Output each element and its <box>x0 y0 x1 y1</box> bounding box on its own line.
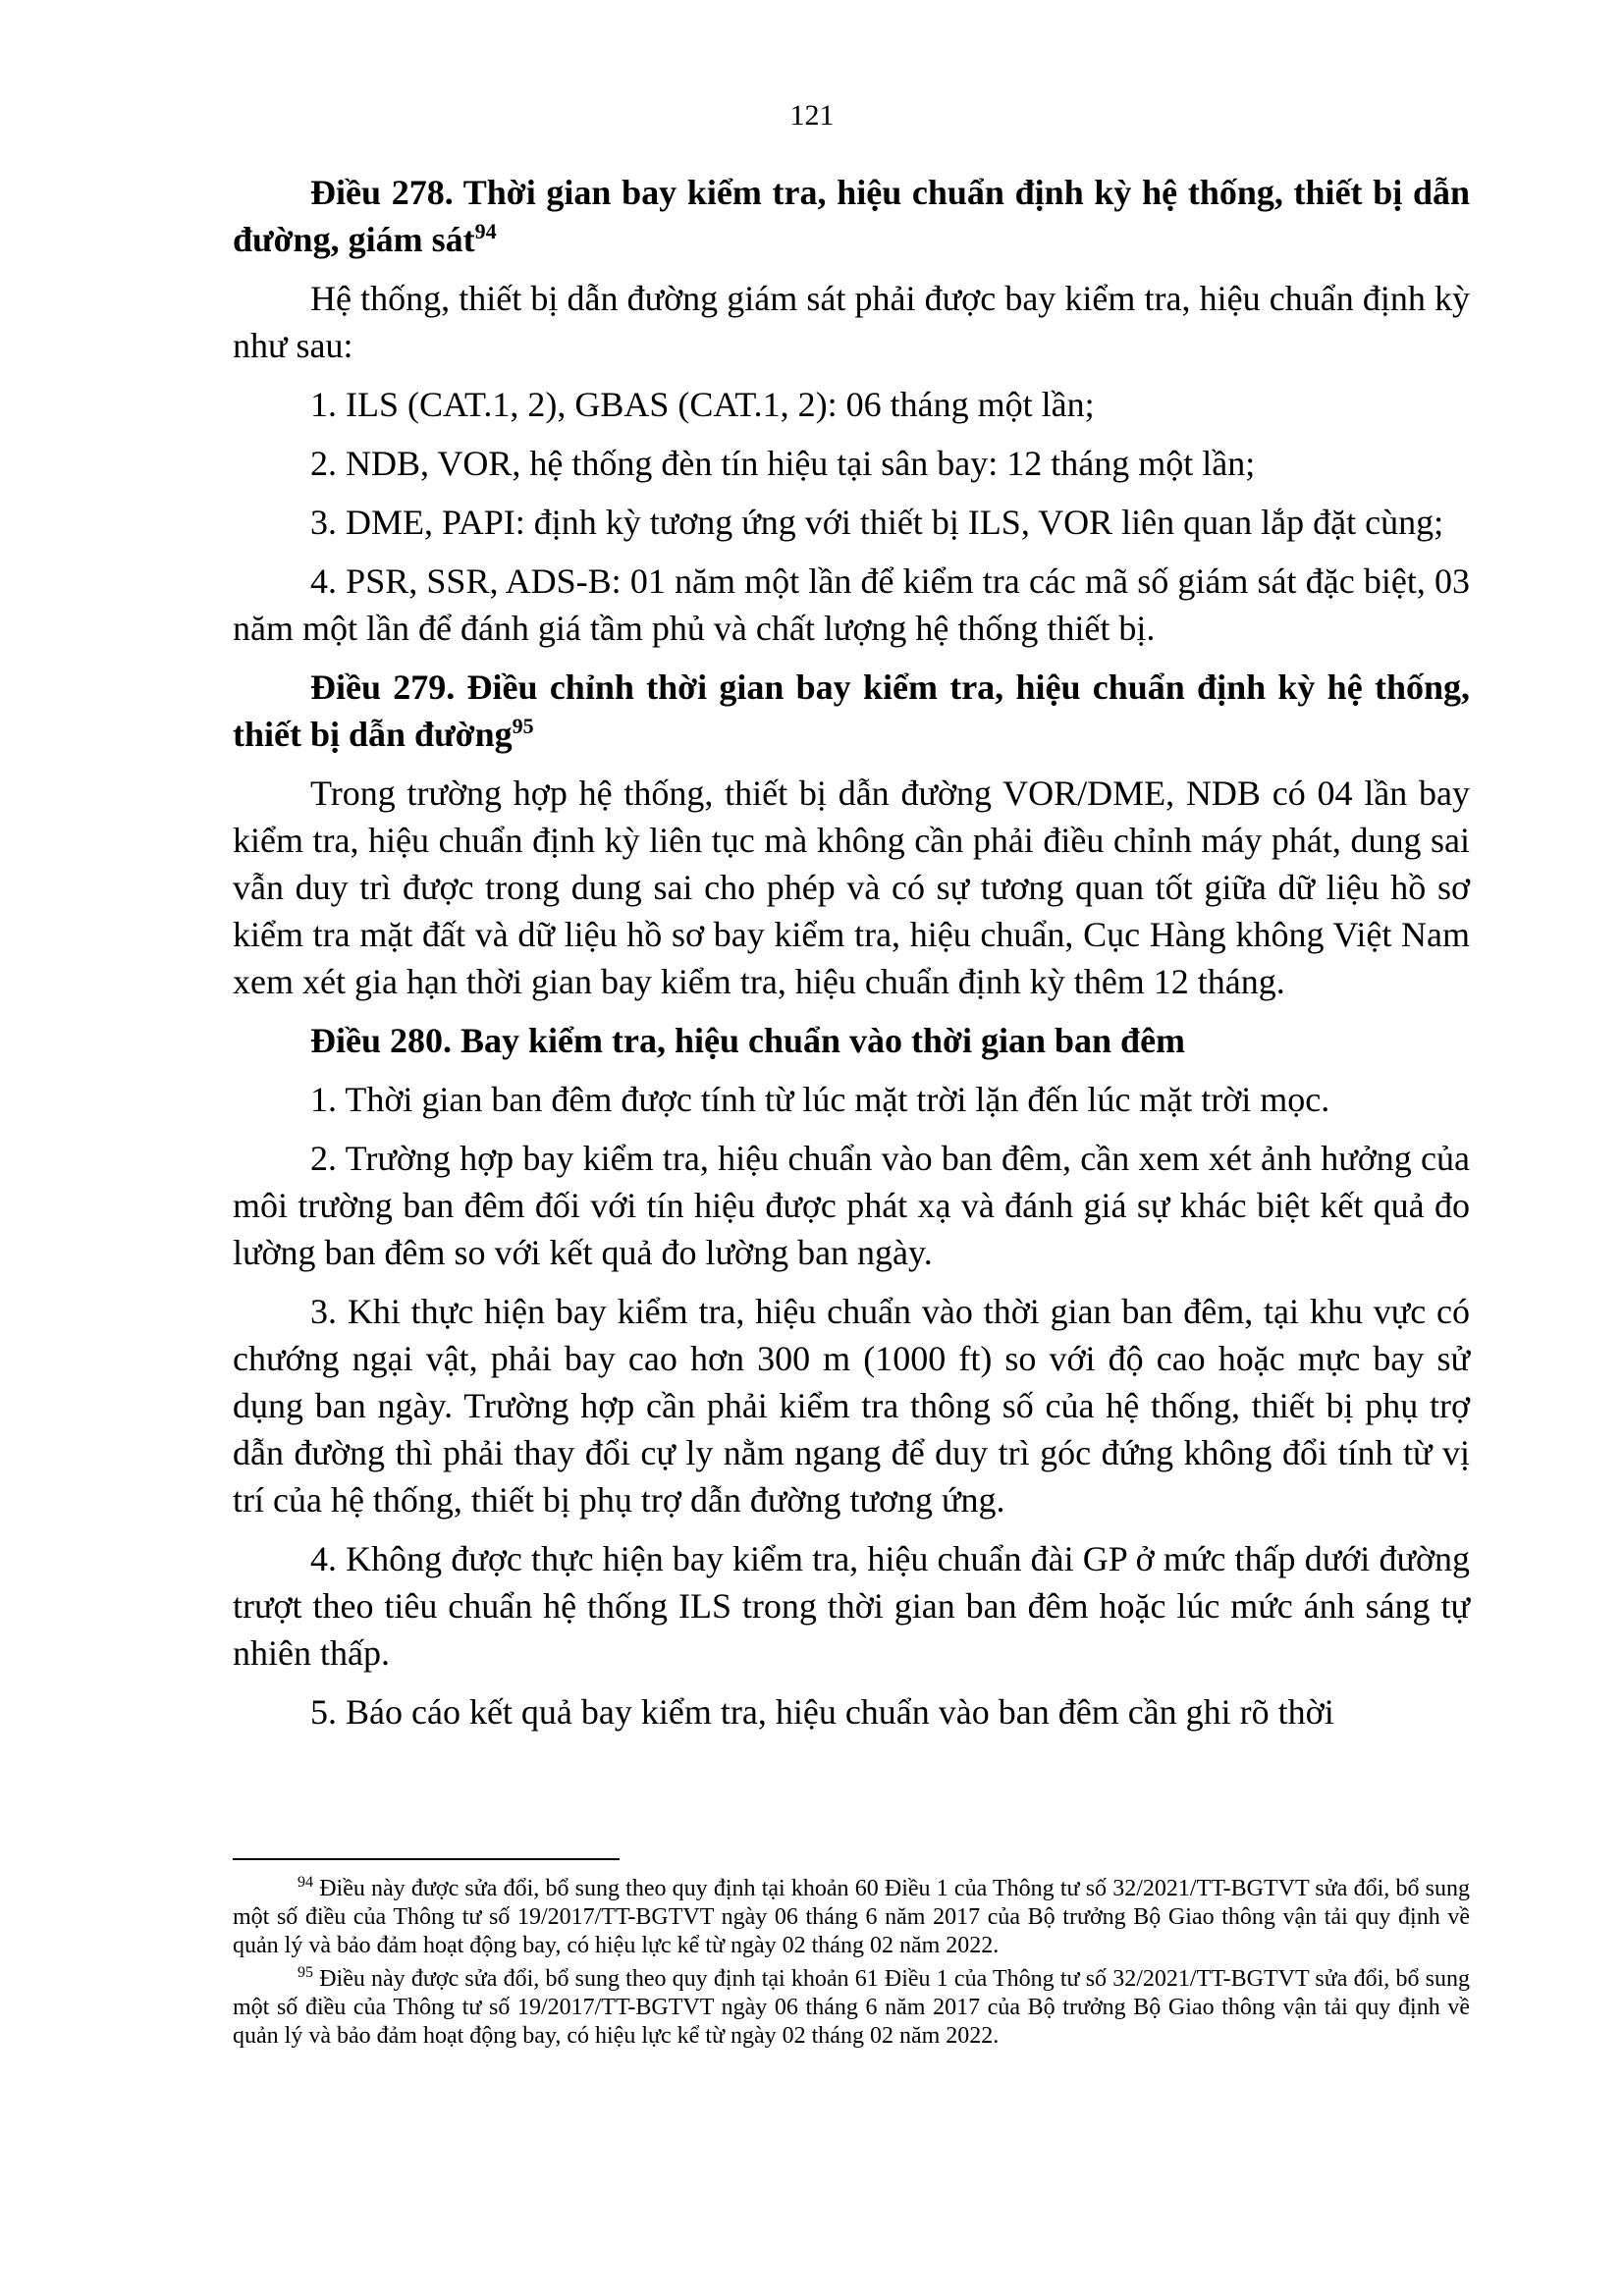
article-heading-text: Điều 280. Bay kiểm tra, hiệu chuẩn vào thời gian ban đêm <box>310 1021 1186 1060</box>
article-clause: 4. Không được thực hiện bay kiểm tra, hiệu chuẩn đài GP ở mức thấp dưới đường trượt theo tiêu chuẩn hệ thống ILS trong thời gian ban đêm hoặc lúc mức ánh sáng tự nhiên thấp. <box>233 1539 1470 1673</box>
article-clause: 2. Trường hợp bay kiểm tra, hiệu chuẩn vào ban đêm, cần xem xét ảnh hưởng của môi trường ban đêm đối với tín hiệu được phát xạ và đánh giá sự khác biệt kết quả đo lường ban đêm so với kết quả đo lường ban ngày. <box>233 1139 1470 1272</box>
document-body <box>233 169 1470 1747</box>
article-heading-text: Điều 279. Điều chỉnh thời gian bay kiểm tra, hiệu chuẩn định kỳ hệ thống, thiết bị dẫn đường <box>233 667 1470 754</box>
article-paragraph: Trong trường hợp hệ thống, thiết bị dẫn đường VOR/DME, NDB có 04 lần bay kiểm tra, hiệu chuẩn định kỳ liên tục mà không cần phải điều chỉnh máy phát, dung sai vẫn duy trì được trong dung sai cho phép và có sự tương quan tốt giữa dữ liệu hồ sơ kiểm tra mặt đất và dữ liệu hồ sơ bay kiểm tra, hiệu chuẩn, Cục Hàng không Việt Nam xem xét gia hạn thời gian bay kiểm tra, hiệu chuẩn định kỳ thêm 12 tháng. <box>233 774 1470 1001</box>
article-clause: 5. Báo cáo kết quả bay kiểm tra, hiệu chuẩn vào ban đêm cần ghi rõ thời <box>310 1692 1334 1732</box>
footnote-text: Điều này được sửa đổi, bổ sung theo quy định tại khoản 61 Điều 1 của Thông tư số 32/2021/TT-BGTVT sửa đổi, bổ sung một số điều của Thông tư số 19/2017/TT-BGTVT ngày 06 tháng 6 năm 2017 của Bộ trưởng Bộ Giao thông vận tải quy định về quản lý và bảo đảm hoạt động bay, có hiệu lực kể từ ngày 02 tháng 02 năm 2022. <box>233 1966 1470 2049</box>
article-280 <box>233 1017 1470 1735</box>
article-clause: 1. Thời gian ban đêm được tính từ lúc mặt trời lặn đến lúc mặt trời mọc. <box>310 1080 1330 1119</box>
article-clause: 4. PSR, SSR, ADS-B: 01 năm một lần để kiểm tra các mã số giám sát đặc biệt, 03 năm một lần để đánh giá tầm phủ và chất lượng hệ thống thiết bị. <box>233 561 1470 648</box>
page-number: 121 <box>789 99 835 132</box>
footnote-ref[interactable]: 95 <box>512 714 534 738</box>
footnote <box>233 1965 1470 2051</box>
footnote-separator <box>233 1858 620 1860</box>
article-heading <box>233 1017 1470 1064</box>
footnote-ref[interactable]: 94 <box>474 219 497 243</box>
footnote-number: 94 <box>298 1874 313 1891</box>
footnotes <box>233 1875 1470 2056</box>
article-paragraph: Hệ thống, thiết bị dẫn đường giám sát phải được bay kiểm tra, hiệu chuẩn định kỳ như sau: <box>233 279 1470 365</box>
article-clause: 3. Khi thực hiện bay kiểm tra, hiệu chuẩn vào thời gian ban đêm, tại khu vực có chướng ngại vật, phải bay cao hơn 300 m (1000 ft) so với độ cao hoặc mực bay sử dụng ban ngày. Trường hợp cần phải kiểm tra thông số của hệ thống, thiết bị phụ trợ dẫn đường thì phải thay đổi cự ly nằm ngang để duy trì góc đứng không đổi tính từ vị trí của hệ thống, thiết bị phụ trợ dẫn đường tương ứng. <box>233 1292 1470 1520</box>
footnote-text: Điều này được sửa đổi, bổ sung theo quy định tại khoản 60 Điều 1 của Thông tư số 32/2021/TT-BGTVT sửa đổi, bổ sung một số điều của Thông tư số 19/2017/TT-BGTVT ngày 06 tháng 6 năm 2017 của Bộ trưởng Bộ Giao thông vận tải quy định về quản lý và bảo đảm hoạt động bay, có hiệu lực kể từ ngày 02 tháng 02 năm 2022. <box>233 1876 1470 1958</box>
article-279 <box>233 664 1470 1005</box>
article-heading <box>233 169 1470 263</box>
footnote <box>233 1875 1470 1960</box>
footnote-number: 95 <box>298 1964 313 1981</box>
article-heading-text: Điều 278. Thời gian bay kiểm tra, hiệu chuẩn định kỳ hệ thống, thiết bị dẫn đường, giám sát <box>233 173 1470 259</box>
article-clause: 1. ILS (CAT.1, 2), GBAS (CAT.1, 2): 06 tháng một lần; <box>310 385 1095 424</box>
article-heading <box>233 664 1470 758</box>
article-clause: 3. DME, PAPI: định kỳ tương ứng với thiết bị ILS, VOR liên quan lắp đặt cùng; <box>310 503 1444 542</box>
article-clause: 2. NDB, VOR, hệ thống đèn tín hiệu tại sân bay: 12 tháng một lần; <box>310 444 1256 483</box>
article-278 <box>233 169 1470 652</box>
